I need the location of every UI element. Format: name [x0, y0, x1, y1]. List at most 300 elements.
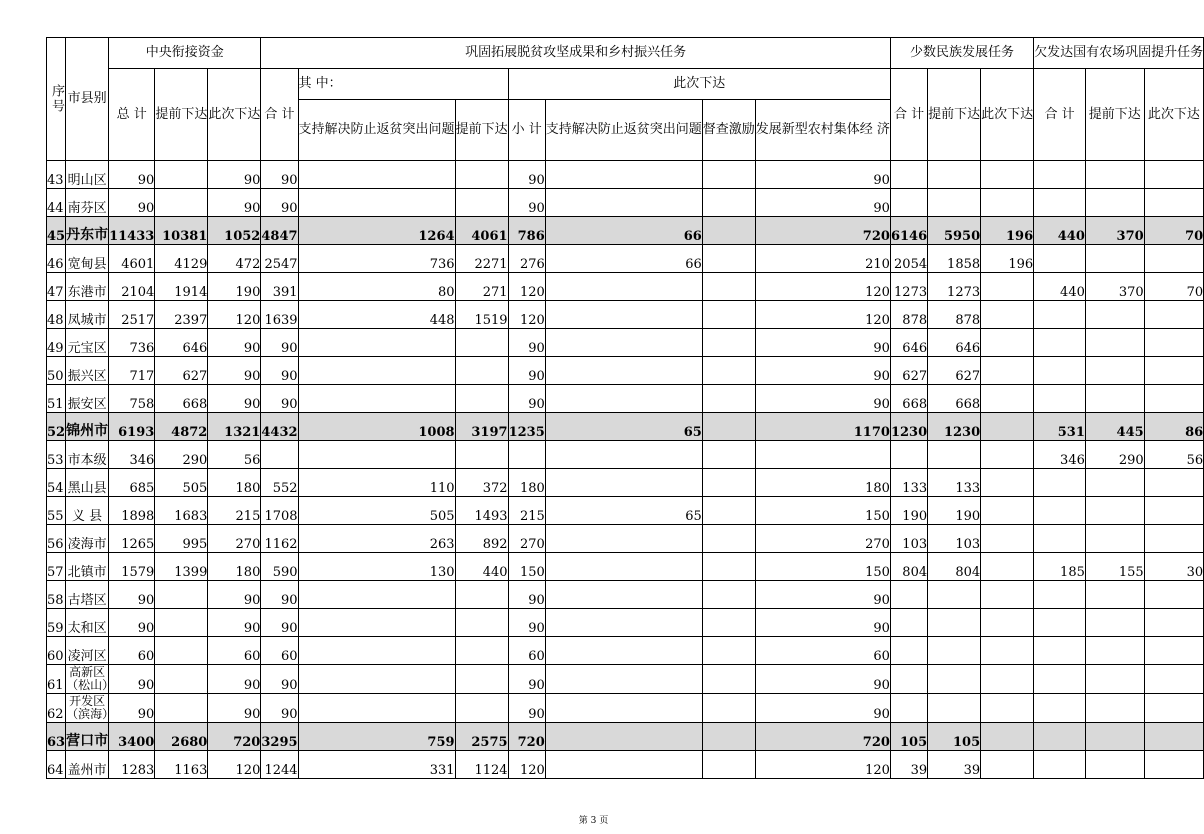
cell-value [1034, 497, 1086, 525]
row-region: 盖州市 [66, 751, 109, 779]
cell-value: 531 [1034, 413, 1086, 441]
cell-value [1085, 694, 1144, 723]
cell-value [455, 665, 508, 694]
cell-value: 56 [1144, 441, 1203, 469]
cell-value: 1235 [508, 413, 545, 441]
cell-value [1144, 694, 1203, 723]
cell-value: 1914 [155, 273, 208, 301]
table-row [47, 637, 1204, 665]
cell-value: 66 [545, 217, 702, 245]
cell-value: 66 [545, 245, 702, 273]
header-this-time: 此次下达 [208, 69, 261, 161]
cell-value: 90 [755, 609, 890, 637]
header-seq: 序号 [47, 38, 66, 161]
header-advance: 提前下达 [155, 69, 208, 161]
cell-value [981, 441, 1034, 469]
cell-value: 90 [755, 161, 890, 189]
cell-value: 90 [208, 357, 261, 385]
cell-value [1034, 723, 1086, 751]
cell-value [545, 301, 702, 329]
cell-value: 552 [261, 469, 298, 497]
cell-value: 290 [1085, 441, 1144, 469]
cell-value: 736 [298, 245, 455, 273]
cell-value: 90 [261, 161, 298, 189]
cell-value [1085, 329, 1144, 357]
cell-value [890, 441, 927, 469]
cell-value: 1008 [298, 413, 455, 441]
cell-value: 90 [508, 329, 545, 357]
cell-value: 90 [508, 665, 545, 694]
cell-value [1034, 609, 1086, 637]
table-row [47, 273, 1204, 301]
row-seq: 43 [47, 161, 66, 189]
cell-value: 1052 [208, 217, 261, 245]
cell-value: 590 [261, 553, 298, 581]
cell-value: 130 [298, 553, 455, 581]
cell-value: 758 [109, 385, 155, 413]
row-region: 东港市 [66, 273, 109, 301]
cell-value [1144, 525, 1203, 553]
cell-value: 190 [928, 497, 981, 525]
row-region: 元宝区 [66, 329, 109, 357]
cell-value [928, 637, 981, 665]
row-seq: 63 [47, 723, 66, 751]
cell-value: 1230 [890, 413, 927, 441]
cell-value: 1273 [928, 273, 981, 301]
cell-value [298, 694, 455, 723]
cell-value: 90 [109, 189, 155, 217]
cell-value: 720 [755, 723, 890, 751]
cell-value: 1708 [261, 497, 298, 525]
cell-value [981, 469, 1034, 497]
table-row [47, 525, 1204, 553]
cell-value: 90 [261, 189, 298, 217]
row-seq: 55 [47, 497, 66, 525]
cell-value: 90 [508, 357, 545, 385]
cell-value: 1265 [109, 525, 155, 553]
cell-value: 685 [109, 469, 155, 497]
cell-value: 1858 [928, 245, 981, 273]
cell-value: 1519 [455, 301, 508, 329]
cell-value: 120 [208, 301, 261, 329]
cell-value [1034, 751, 1086, 779]
cell-value [1085, 581, 1144, 609]
header-consolidate-tasks: 巩固拓展脱贫攻坚成果和乡村振兴任务 [261, 38, 891, 69]
cell-value [981, 694, 1034, 723]
cell-value: 270 [208, 525, 261, 553]
cell-value: 39 [928, 751, 981, 779]
cell-value [981, 329, 1034, 357]
cell-value [1034, 357, 1086, 385]
cell-value: 1264 [298, 217, 455, 245]
cell-value: 2397 [155, 301, 208, 329]
cell-value: 180 [208, 469, 261, 497]
cell-value: 90 [109, 161, 155, 189]
cell-value: 90 [208, 385, 261, 413]
cell-value [455, 637, 508, 665]
cell-value: 1399 [155, 553, 208, 581]
cell-value: 120 [508, 301, 545, 329]
header-farm-advance: 提前下达 [1085, 69, 1144, 161]
cell-value [1144, 497, 1203, 525]
cell-value: 105 [890, 723, 927, 751]
row-seq: 53 [47, 441, 66, 469]
cell-value [1034, 637, 1086, 665]
cell-value: 215 [208, 497, 261, 525]
cell-value: 90 [109, 665, 155, 694]
row-seq: 52 [47, 413, 66, 441]
cell-value [1144, 329, 1203, 357]
cell-value [1034, 665, 1086, 694]
cell-value [298, 161, 455, 189]
cell-value: 120 [208, 751, 261, 779]
cell-value: 65 [545, 497, 702, 525]
cell-value [1034, 329, 1086, 357]
cell-value: 878 [928, 301, 981, 329]
cell-value [155, 609, 208, 637]
cell-value: 65 [545, 413, 702, 441]
row-seq: 50 [47, 357, 66, 385]
cell-value: 4847 [261, 217, 298, 245]
cell-value: 90 [755, 665, 890, 694]
cell-value: 90 [261, 581, 298, 609]
header-region: 市县别 [66, 38, 109, 161]
cell-value: 646 [155, 329, 208, 357]
table-row [47, 357, 1204, 385]
cell-value: 2517 [109, 301, 155, 329]
cell-value: 1898 [109, 497, 155, 525]
cell-value [1144, 637, 1203, 665]
cell-value: 30 [1144, 553, 1203, 581]
cell-value [702, 161, 755, 189]
cell-value [1085, 665, 1144, 694]
cell-value: 1163 [155, 751, 208, 779]
cell-value [1144, 357, 1203, 385]
cell-value [508, 441, 545, 469]
row-seq: 58 [47, 581, 66, 609]
cell-value [298, 329, 455, 357]
cell-value [1085, 357, 1144, 385]
cell-value [298, 609, 455, 637]
cell-value [702, 694, 755, 723]
cell-value: 180 [508, 469, 545, 497]
cell-value [298, 385, 455, 413]
cell-value [155, 581, 208, 609]
cell-value: 627 [890, 357, 927, 385]
cell-value [545, 525, 702, 553]
cell-value: 3295 [261, 723, 298, 751]
header-this-issue: 此次下达 [508, 69, 890, 100]
cell-value: 120 [755, 273, 890, 301]
cell-value [702, 637, 755, 665]
cell-value: 90 [261, 329, 298, 357]
cell-value: 120 [755, 751, 890, 779]
cell-value [545, 553, 702, 581]
cell-value [981, 751, 1034, 779]
cell-value [298, 441, 455, 469]
cell-value: 472 [208, 245, 261, 273]
table-row [47, 665, 1204, 694]
cell-value [1085, 245, 1144, 273]
row-region: 古塔区 [66, 581, 109, 609]
cell-value: 804 [890, 553, 927, 581]
cell-value [702, 217, 755, 245]
row-seq: 61 [47, 665, 66, 694]
cell-value: 60 [508, 637, 545, 665]
cell-value: 80 [298, 273, 455, 301]
header-total: 总 计 [109, 69, 155, 161]
cell-value [455, 329, 508, 357]
cell-value: 290 [155, 441, 208, 469]
cell-value [155, 189, 208, 217]
cell-value [455, 441, 508, 469]
cell-value [702, 413, 755, 441]
cell-value: 646 [928, 329, 981, 357]
cell-value [1034, 694, 1086, 723]
table-row [47, 553, 1204, 581]
header-support-2: 支持解决防止返贫突出问题 [545, 100, 702, 161]
cell-value: 103 [890, 525, 927, 553]
cell-value: 440 [1034, 217, 1086, 245]
header-advance-2: 提前下达 [455, 100, 508, 161]
cell-value [702, 329, 755, 357]
cell-value: 190 [890, 497, 927, 525]
cell-value [702, 301, 755, 329]
cell-value: 3197 [455, 413, 508, 441]
cell-value: 90 [755, 329, 890, 357]
row-region: 南芬区 [66, 189, 109, 217]
cell-value [702, 441, 755, 469]
header-supervise: 督查激励 [702, 100, 755, 161]
cell-value: 736 [109, 329, 155, 357]
cell-value [455, 161, 508, 189]
cell-value [455, 189, 508, 217]
cell-value: 70 [1144, 273, 1203, 301]
allocation-table [46, 37, 1204, 779]
row-seq: 54 [47, 469, 66, 497]
cell-value [981, 497, 1034, 525]
cell-value: 90 [755, 694, 890, 723]
table-row [47, 694, 1204, 723]
cell-value [1085, 301, 1144, 329]
cell-value: 786 [508, 217, 545, 245]
cell-value [545, 161, 702, 189]
cell-value: 1244 [261, 751, 298, 779]
header-farm-sum: 合 计 [1034, 69, 1086, 161]
cell-value: 1639 [261, 301, 298, 329]
cell-value: 90 [261, 609, 298, 637]
header-sum: 合 计 [261, 69, 298, 161]
cell-value: 90 [109, 694, 155, 723]
cell-value: 90 [109, 581, 155, 609]
cell-value: 120 [755, 301, 890, 329]
cell-value [545, 273, 702, 301]
cell-value [545, 637, 702, 665]
cell-value: 90 [508, 385, 545, 413]
cell-value [1144, 385, 1203, 413]
cell-value: 90 [208, 581, 261, 609]
cell-value: 440 [1034, 273, 1086, 301]
cell-value [702, 469, 755, 497]
cell-value [981, 723, 1034, 751]
cell-value: 90 [755, 385, 890, 413]
cell-value: 150 [508, 553, 545, 581]
cell-value: 86 [1144, 413, 1203, 441]
cell-value: 5950 [928, 217, 981, 245]
cell-value [928, 189, 981, 217]
cell-value [702, 751, 755, 779]
cell-value: 370 [1085, 273, 1144, 301]
table-row [47, 189, 1204, 217]
cell-value: 215 [508, 497, 545, 525]
cell-value [981, 385, 1034, 413]
cell-value [455, 385, 508, 413]
cell-value [981, 609, 1034, 637]
row-region: 北镇市 [66, 553, 109, 581]
cell-value [1144, 581, 1203, 609]
cell-value: 120 [508, 751, 545, 779]
cell-value [890, 189, 927, 217]
cell-value: 2104 [109, 273, 155, 301]
cell-value: 180 [755, 469, 890, 497]
cell-value [1085, 469, 1144, 497]
cell-value: 720 [755, 217, 890, 245]
header-farm-tasks: 欠发达国有农场巩固提升任务 [1034, 38, 1204, 69]
cell-value: 90 [109, 609, 155, 637]
cell-value: 346 [109, 441, 155, 469]
cell-value: 1273 [890, 273, 927, 301]
cell-value: 90 [208, 665, 261, 694]
cell-value [890, 161, 927, 189]
cell-value [298, 581, 455, 609]
table-row [47, 441, 1204, 469]
cell-value: 60 [109, 637, 155, 665]
cell-value [702, 189, 755, 217]
header-ethnic-this: 此次下达 [981, 69, 1034, 161]
cell-value: 60 [208, 637, 261, 665]
cell-value [155, 665, 208, 694]
header-ethnic-advance: 提前下达 [928, 69, 981, 161]
cell-value: 271 [455, 273, 508, 301]
cell-value: 120 [508, 273, 545, 301]
cell-value: 331 [298, 751, 455, 779]
cell-value: 878 [890, 301, 927, 329]
table-row [47, 581, 1204, 609]
cell-value [1144, 245, 1203, 273]
cell-value [1144, 469, 1203, 497]
cell-value [890, 694, 927, 723]
cell-value [755, 441, 890, 469]
cell-value [1085, 637, 1144, 665]
cell-value [981, 161, 1034, 189]
cell-value: 263 [298, 525, 455, 553]
cell-value [1085, 189, 1144, 217]
cell-value [545, 469, 702, 497]
row-seq: 46 [47, 245, 66, 273]
cell-value: 668 [890, 385, 927, 413]
cell-value: 892 [455, 525, 508, 553]
cell-value [702, 525, 755, 553]
cell-value: 90 [261, 694, 298, 723]
cell-value [1034, 301, 1086, 329]
cell-value [545, 189, 702, 217]
cell-value: 4601 [109, 245, 155, 273]
cell-value [1144, 751, 1203, 779]
cell-value [981, 273, 1034, 301]
cell-value: 10381 [155, 217, 208, 245]
header-subtotal: 小 计 [508, 100, 545, 161]
cell-value: 2054 [890, 245, 927, 273]
cell-value: 2547 [261, 245, 298, 273]
cell-value [455, 357, 508, 385]
cell-value: 2680 [155, 723, 208, 751]
cell-value [1034, 189, 1086, 217]
cell-value [890, 637, 927, 665]
row-seq: 48 [47, 301, 66, 329]
cell-value: 1321 [208, 413, 261, 441]
cell-value: 627 [928, 357, 981, 385]
cell-value [455, 694, 508, 723]
cell-value: 90 [755, 189, 890, 217]
cell-value: 1124 [455, 751, 508, 779]
table-row [47, 161, 1204, 189]
cell-value: 1283 [109, 751, 155, 779]
cell-value [1034, 469, 1086, 497]
cell-value [455, 609, 508, 637]
table-row [47, 723, 1204, 751]
cell-value [545, 723, 702, 751]
cell-value [890, 665, 927, 694]
cell-value: 90 [261, 385, 298, 413]
cell-value [545, 357, 702, 385]
table-row [47, 413, 1204, 441]
cell-value: 90 [208, 161, 261, 189]
cell-value: 505 [155, 469, 208, 497]
cell-value: 370 [1085, 217, 1144, 245]
row-seq: 56 [47, 525, 66, 553]
table-row [47, 385, 1204, 413]
page-number: 第 3 页 [578, 816, 609, 826]
cell-value [1085, 525, 1144, 553]
cell-value: 90 [508, 609, 545, 637]
cell-value [702, 497, 755, 525]
cell-value: 717 [109, 357, 155, 385]
cell-value: 668 [928, 385, 981, 413]
row-seq: 44 [47, 189, 66, 217]
cell-value [981, 665, 1034, 694]
row-region: 振安区 [66, 385, 109, 413]
cell-value: 440 [455, 553, 508, 581]
cell-value: 720 [508, 723, 545, 751]
cell-value: 668 [155, 385, 208, 413]
cell-value [545, 329, 702, 357]
row-region: 营口市 [66, 723, 109, 751]
table-row [47, 217, 1204, 245]
cell-value: 60 [755, 637, 890, 665]
cell-value [981, 357, 1034, 385]
cell-value [455, 581, 508, 609]
cell-value: 103 [928, 525, 981, 553]
cell-value: 2575 [455, 723, 508, 751]
cell-value: 90 [755, 581, 890, 609]
cell-value [298, 665, 455, 694]
cell-value [928, 609, 981, 637]
cell-value: 11433 [109, 217, 155, 245]
cell-value: 4061 [455, 217, 508, 245]
cell-value: 185 [1034, 553, 1086, 581]
cell-value: 105 [928, 723, 981, 751]
cell-value: 190 [208, 273, 261, 301]
